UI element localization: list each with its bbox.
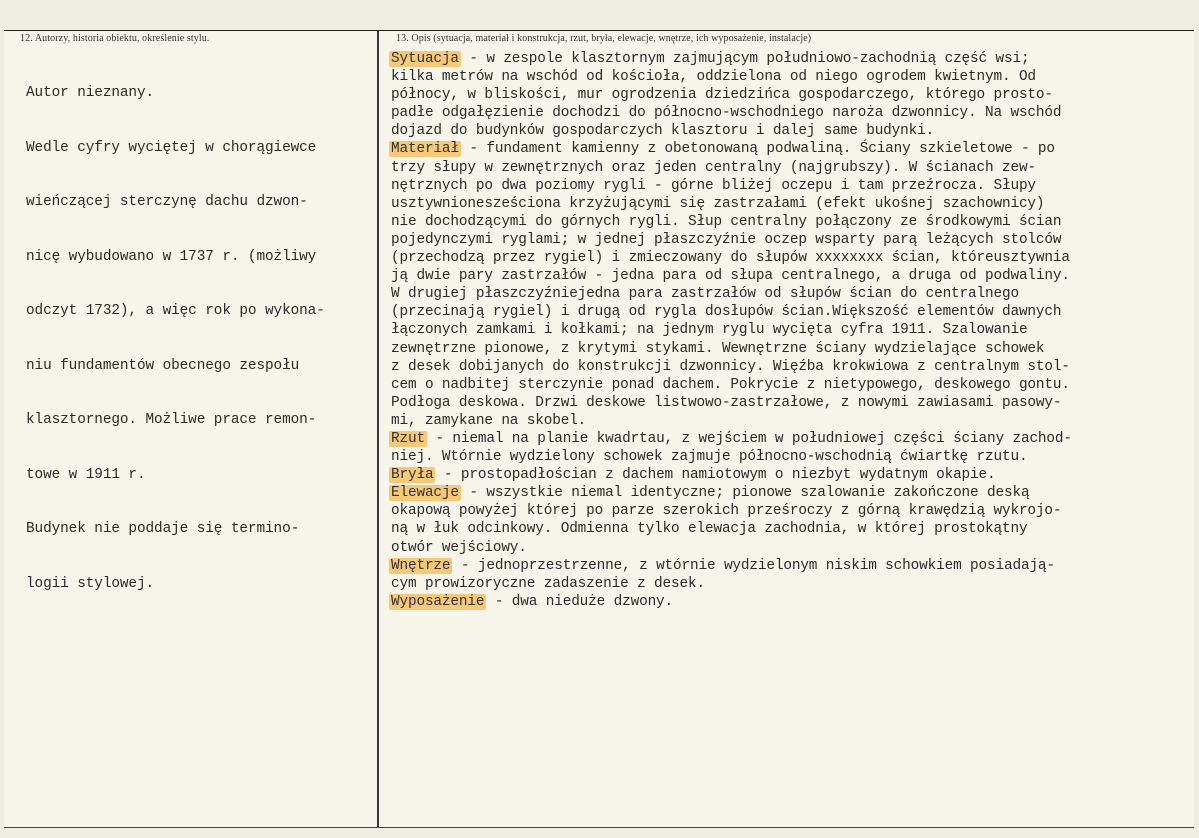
section-line: W drugiej płaszczyźniejedna para zastrzałów od słupów ścian do centralnego: [391, 286, 1019, 303]
section-first-line: [391, 50, 1191, 68]
left-line: nicę wybudowano w 1737 r. (możliwy: [26, 248, 317, 265]
section-first-line: [391, 466, 1191, 484]
section-wnetrze: [391, 557, 1191, 593]
section-label-highlight: Bryła: [391, 467, 434, 484]
section-first-line: [391, 430, 1191, 448]
left-column-header: 12. Autorzy, historia obiektu, określenie stylu.: [20, 33, 210, 44]
left-line: niu fundamentów obecnego zespołu: [26, 357, 300, 374]
section-label-highlight: Rzut: [391, 430, 425, 447]
left-line: klasztornego. Możliwe prace remon-: [26, 412, 317, 429]
description-text: [391, 50, 1191, 611]
section-rzut: [391, 430, 1191, 466]
section-text: - wszystkie niemal identyczne; pionowe szalowanie zakończone deską: [460, 485, 1030, 502]
section-label-highlight: Elewacje: [391, 485, 459, 502]
section-line: zewnętrzne pionowe, z krytymi stykami. Wewnętrzne ściany wydzielające schowek: [391, 340, 1045, 357]
section-line: Podłoga deskowa. Drzwi deskowe listwowo-zastrzałowe, z nowymi zawiasami pasowy-: [391, 394, 1062, 411]
left-line: odczyt 1732), a więc rok po wykona-: [26, 303, 325, 320]
section-first-line: [391, 484, 1191, 502]
section-line: cym prowizoryczne zadaszenie z desek.: [391, 575, 705, 592]
section-text: - prostopadłościan z dachem namiotowym o niezbyt wydatnym okapie.: [435, 467, 996, 484]
section-text: - dwa nieduże dzwony.: [486, 593, 674, 610]
section-line: otwór wejściowy.: [391, 539, 527, 556]
section-line: kilka metrów na wschód od kościoła, oddzielona od niego ogrodem kwietnym. Od: [391, 69, 1036, 86]
section-line: z desek dobijanych do konstrukcji dzwonnicy. Więźba krokwiowa z centralnym stol-: [391, 358, 1070, 375]
section-line: (przecinają rygiel) i drugą od rygla dosłupów ścian.Większość elementów dawnych: [391, 304, 1062, 321]
section-line: trzy słupy w zewnętrznych oraz jeden centralny (najgrubszy). W ścianach zew-: [391, 159, 1036, 176]
left-line: Budynek nie poddaje się termino-: [26, 521, 300, 538]
section-line: usztywnionesześciona krzyżującymi się zastrzałami (efekt ukośnej szachownicy): [391, 195, 1045, 212]
section-line: mi, zamykane na skobel.: [391, 412, 587, 429]
section-brya: [391, 466, 1191, 484]
right-column-header: 13. Opis (sytuacja, materiał i konstrukcja, rzut, bryła, elewacje, wnętrze, ich wyposażenie, instalacje): [396, 33, 812, 44]
section-text: - w zespole klasztornym zajmującym południowo-zachodnią część wsi;: [460, 51, 1030, 67]
section-line: cem o nadbitej sterczynie ponad dachem. Pokrycie z nietypowego, deskowego gontu.: [391, 376, 1070, 393]
section-line: nętrznych po dwa poziomy rygli - górne bliżej oczepu i tam przeźrocza. Słupy: [391, 177, 1036, 194]
section-text: - niemal na planie kwadrtau, z wejściem w południowej części ściany zachod-: [426, 430, 1072, 447]
section-label-highlight: Wyposażenie: [391, 593, 485, 610]
column-divider: [377, 31, 379, 827]
section-line: okapową powyżej której po parze szerokich prześroczy z górną krawędzią wykrojo-: [391, 503, 1062, 520]
section-materia: [391, 140, 1191, 430]
section-first-line: [391, 557, 1191, 575]
left-line: Autor nieznany.: [26, 85, 155, 102]
section-line: niej. Wtórnie wydzielony schowek zajmuje północno-wschodnią ćwiartkę rzutu.: [391, 449, 1028, 466]
left-line: towe w 1911 r.: [26, 466, 146, 483]
section-text: - fundament kamienny z obetonowaną podwaliną. Ściany szkieletowe - po: [460, 141, 1055, 158]
section-label-highlight: Sytuacja: [391, 51, 459, 67]
left-line: logii stylowej.: [26, 575, 155, 592]
section-elewacje: [391, 484, 1191, 556]
section-line: padłe odgałęzienie dochodzi do północno-wschodniego naroża dzwonnicy. Na wschód: [391, 105, 1062, 122]
section-wyposazenie: [391, 593, 1191, 611]
section-line: łączonych zamkami i kołkami; na jednym ryglu wycięta cyfra 1911. Szalowanie: [391, 322, 1028, 339]
section-line: północy, w bliskości, mur ogrodzenia dziedzińca gospodarczego, którego prosto-: [391, 87, 1053, 104]
section-line: dojazd do budynków gospodarczych klasztoru i dalej same budynki.: [391, 123, 935, 140]
section-text: - jednoprzestrzenne, z wtórnie wydzielonym niskim schowkiem posiadają-: [452, 557, 1055, 574]
left-line: Wedle cyfry wyciętej w chorągiewce: [26, 139, 317, 156]
left-line: wieńczącej sterczynę dachu dzwon-: [26, 194, 308, 211]
authors-history-text: [26, 48, 366, 611]
section-line: ną w łuk odcinkowy. Odmienna tylko elewacja zachodnia, w której prostokątny: [391, 521, 1028, 538]
section-line: (przechodzą przez rygiel) i zmieczowany do słupów xxxxxxxx ścian, któreusztywnia: [391, 250, 1070, 267]
section-line: pojedynczymi ryglami; w jednej płaszczyźnie oczep wsparty parą leżących stolców: [391, 231, 1062, 248]
section-label-highlight: Wnętrze: [391, 557, 451, 574]
section-label-highlight: Materiał: [391, 141, 459, 158]
section-sytuacja: [391, 50, 1191, 140]
section-line: ją dwie pary zastrzałów - jedna para od słupa centralnego, a druga od podwaliny.: [391, 268, 1070, 285]
section-first-line: [391, 140, 1191, 158]
section-first-line: [391, 593, 1191, 611]
section-line: nie dochodzącymi do górnych rygli. Słup centralny połączony ze środkowymi ścian: [391, 213, 1062, 230]
